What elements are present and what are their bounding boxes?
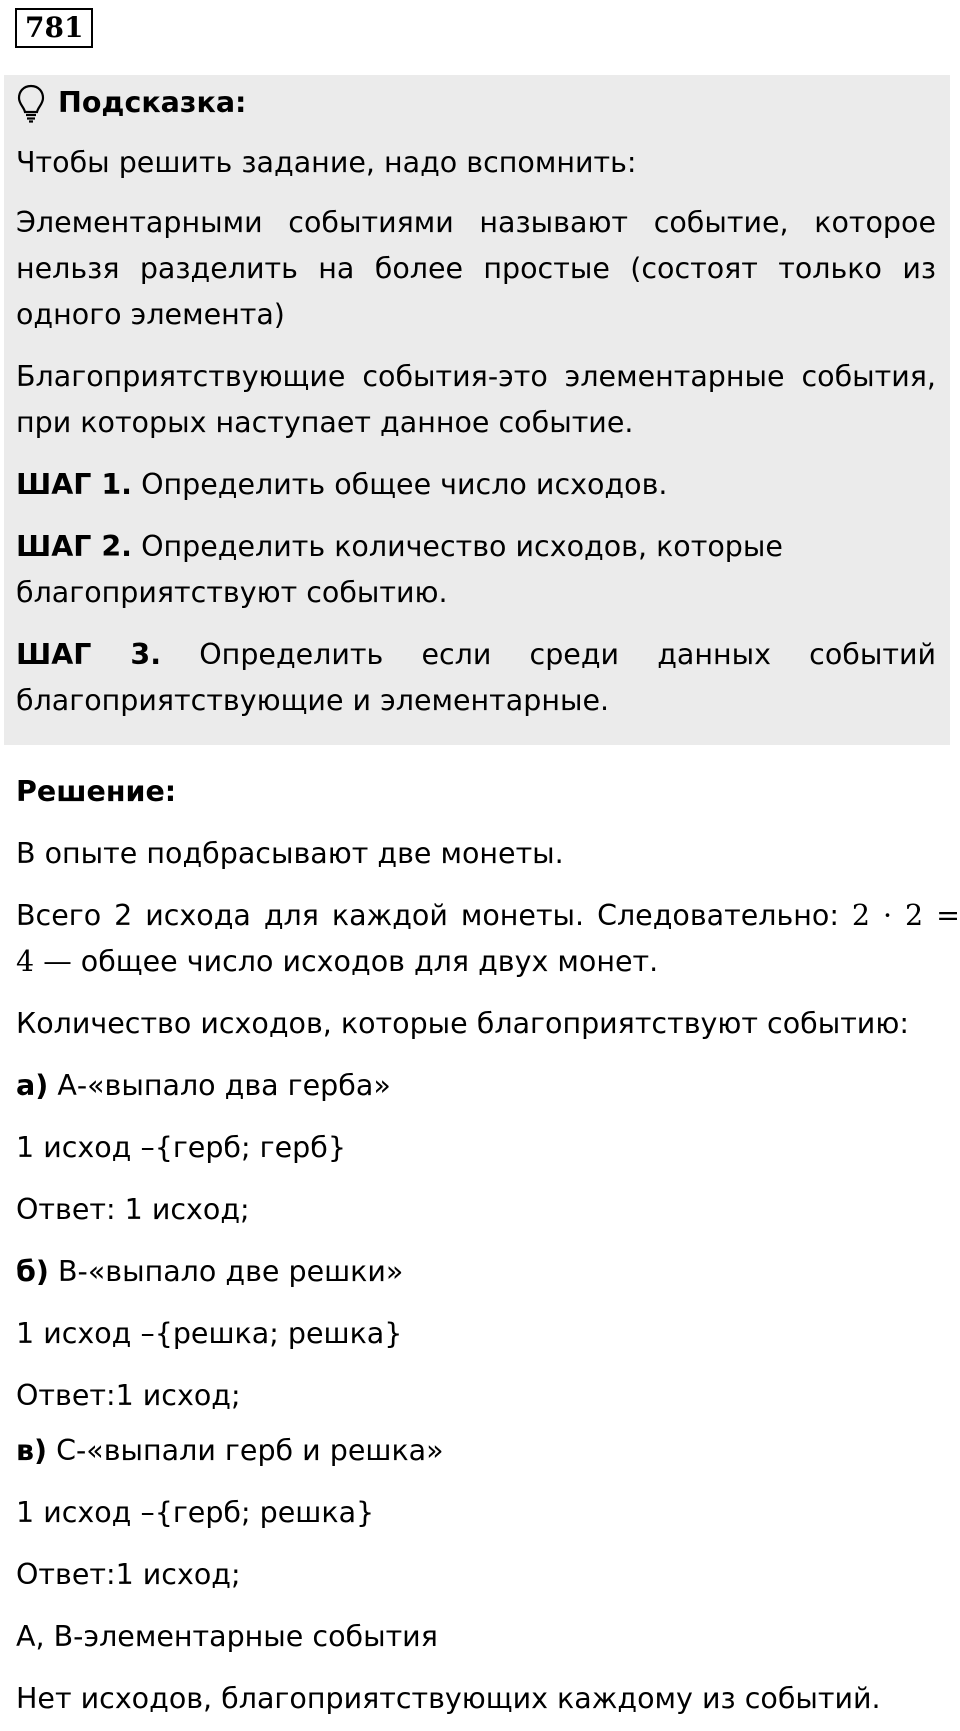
part-b-heading [16,1249,403,1295]
part-b-text: В-«выпало две решки» [48,1255,404,1288]
solution-paragraph-3: Количество исходов, которые благоприятствуют событию: [16,1007,909,1040]
part-c-label: в) [16,1434,48,1467]
step-1 [16,462,667,508]
favorable-definition-line2: при которых наступает данное событие. [16,406,634,439]
step-2-text: Определить количество исходов, которые [132,530,783,563]
part-b-label: б) [16,1255,49,1288]
step-1-text: Определить общее число исходов. [132,468,668,501]
part-c-heading [16,1428,444,1474]
step-3-text: Определить если среди данных событий [199,638,936,671]
step-3-label: ШАГ 3. [16,638,162,671]
lightbulb-icon [16,83,46,123]
part-b-answer: Ответ:1 исход; [16,1379,241,1412]
favorable-definition-line1: Благоприятствующие события-это элементарные события, [16,360,936,393]
step-2-label: ШАГ 2. [16,530,133,563]
step-2 [16,524,783,570]
step-1-label: ШАГ 1. [16,468,133,501]
elementary-definition-line3: одного элемента) [16,298,285,331]
elementary-definition-line1: Элементарными событиями называют событие, которое [16,206,936,239]
solution-paragraph-1: В опыте подбрасывают две монеты. [16,837,564,870]
solution-paragraph-2-line2-math: 4 — [16,945,72,978]
solution-title: Решение: [16,775,177,808]
step-3 [16,632,936,678]
hint-intro: Чтобы решить задание, надо вспомнить: [16,146,637,179]
part-a-heading [16,1063,391,1109]
part-c-outcome: 1 исход –{герб; решка} [16,1496,375,1529]
hint-title: Подсказка: [58,86,247,119]
part-a-answer: Ответ: 1 исход; [16,1193,250,1226]
hint-header [16,80,246,126]
part-b-outcome: 1 исход –{решка; решка} [16,1317,403,1350]
part-a-label: а) [16,1069,49,1102]
part-a-text: А-«выпало два герба» [48,1069,391,1102]
step-3-line2: благоприятствующие и элементарные. [16,684,610,717]
step-2-line2: благоприятствуют событию. [16,576,448,609]
part-a-outcome: 1 исход –{герб; герб} [16,1131,346,1164]
summary-elementary: А, В-элементарные события [16,1620,438,1653]
summary-no-favorable: Нет исходов, благоприятствующих каждому из событий. [16,1682,881,1715]
solution-paragraph-2-line2-text: общее число исходов для двух монет. [71,945,659,978]
solution-paragraph-2 [16,893,960,939]
part-c-answer: Ответ:1 исход; [16,1558,241,1591]
elementary-definition-line2: нельзя разделить на более простые (состоят только из [16,252,936,285]
solution-paragraph-2-line2 [16,939,658,985]
solution-paragraph-2-text: Всего 2 исхода для каждой монеты. Следовательно: [16,899,839,932]
part-c-text: С-«выпали герб и решка» [47,1434,444,1467]
solution-paragraph-2-math: 2 · 2 = [851,899,960,932]
task-number: 781 [15,8,93,48]
